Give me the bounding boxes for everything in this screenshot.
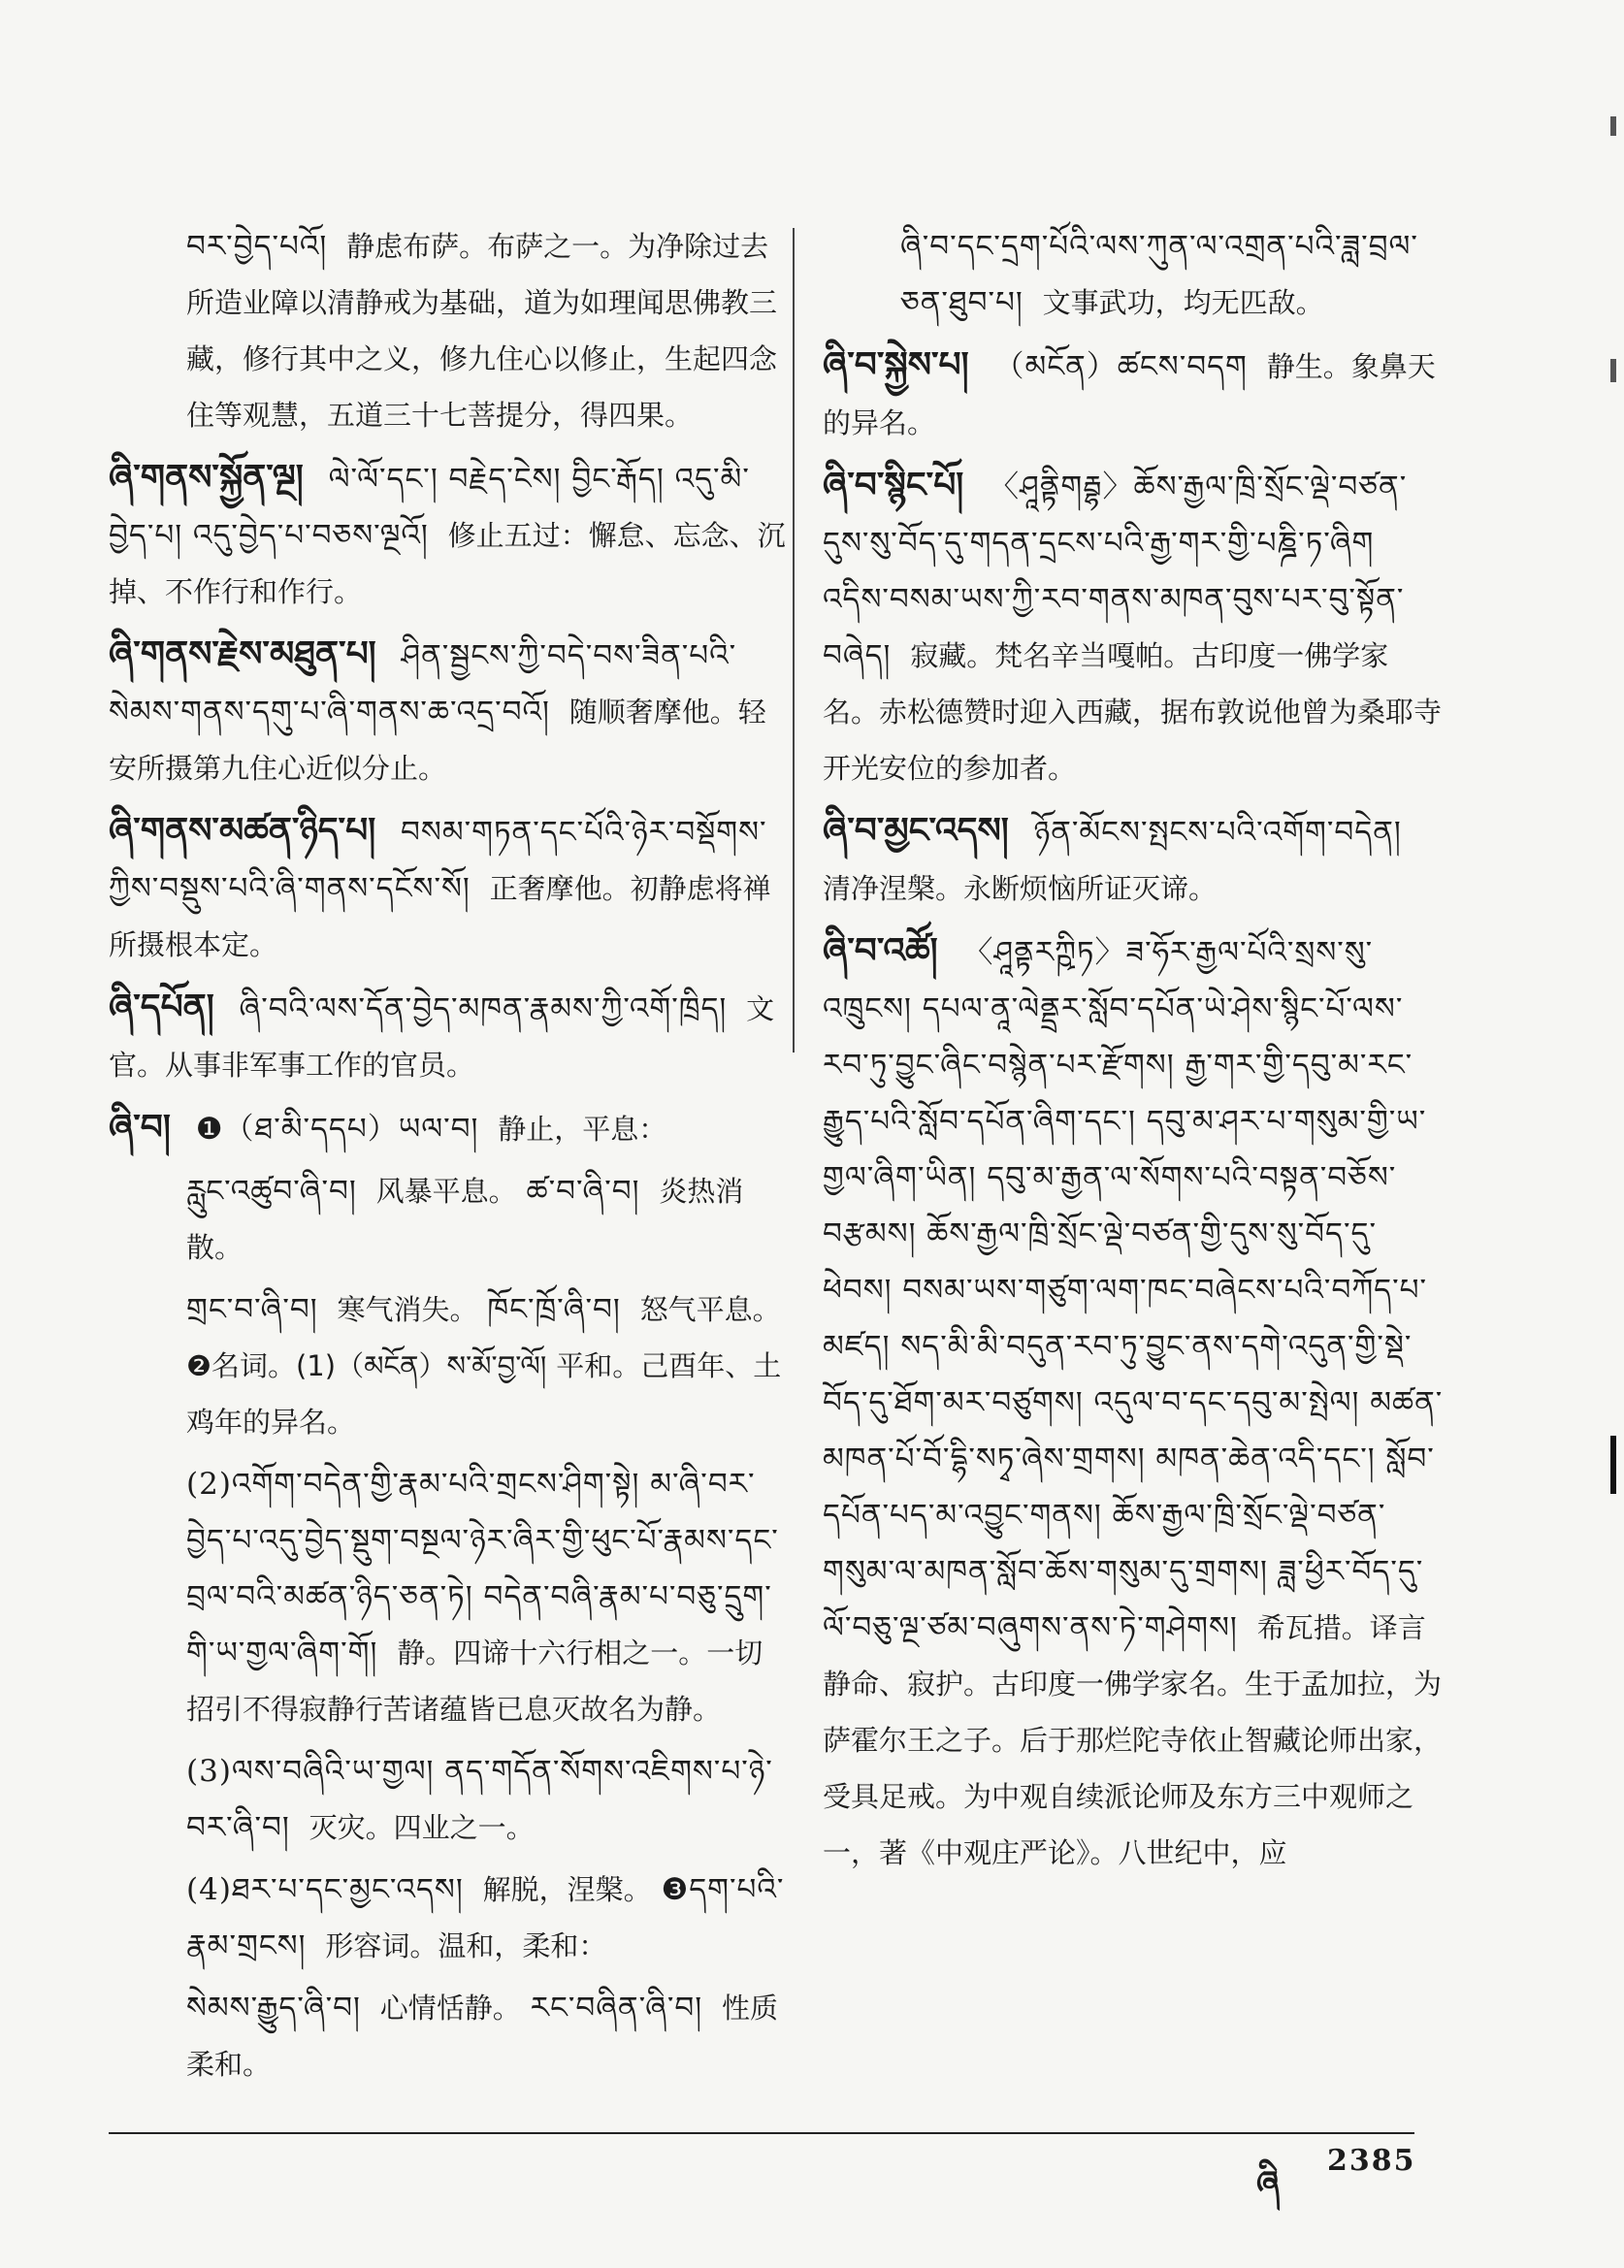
sense-tibetan: ❸དག་པའི་རྣམ་གྲངས། (186, 1872, 785, 1963)
entry-tibetan: ཤིན་སྦྱངས་ཀྱི་བདེ་བས་ཟིན་པའི་སེམས་གནས་དགུ་པ་ཞི་གནས་ཆ་འདྲ་བའོ། (109, 638, 737, 729)
entry (823, 802, 1444, 917)
entry-tibetan: བར་བྱེད་པའོ། (186, 229, 328, 264)
entry-chinese: 静虑布萨。布萨之一。为净除过去所造业障以清静戒为基础，道为如理闻思佛教三藏，修行其中之义，修九住心以修止，生起四念住等观慧，五道三十七菩提分，得四果。 (186, 230, 778, 432)
right-column (823, 218, 1444, 1887)
sense-tibetan: (4)ཐར་པ་དང་མྱང་འདས། (186, 1872, 464, 1907)
entry-headword: ཞི་བ་མྱང་འདས། (823, 810, 1009, 851)
entry-headword: ཞི་གནས་རྗེས་མཐུན་པ། (109, 633, 376, 674)
entry-headword: ཞི་བ་སྐྱེས་པ། (823, 344, 969, 385)
entry-headword: ཞི་བ། (109, 1107, 171, 1148)
entry-chinese: 修止五过：懈怠、忘念、沉掉、不作行和作行。 (109, 519, 786, 608)
page-number: 2385 (1327, 2144, 1416, 2178)
sense-tibetan: རང་བཞིན་ཞི་བ། (530, 1991, 703, 2025)
sense-chinese: 解脱，涅槃。 (482, 1873, 652, 1906)
margin-mark (1610, 116, 1616, 136)
entry (109, 1099, 788, 1157)
sense-tibetan: ཚ་བ་ཞི་བ། (526, 1174, 640, 1209)
entry-sense (109, 1743, 788, 1856)
entry-chinese: 静生。象鼻天的异名。 (823, 350, 1436, 439)
sense-tibetan: (2)འགོག་བདེན་གྱི་རྣམ་པའི་གྲངས་ཤིག་སྟེ། མ་ཞི་བར་བྱེད་པ་འདུ་བྱེད་སྡུག་བསྔལ་ཉེར་ཞིར་གྱི་ཕུང་པོ་རྣམས་དང་བྲལ་བའི་མཚན་ཉིད་ཅན་ཏེ། བདེན་བཞི་རྣམ་པ་བཅུ་དྲུག་གི་ཡ་གྱལ་ཞིག་གོ། (186, 1467, 779, 1670)
entry-headword: ཞི་བ་སྙིང་པོ། (823, 465, 964, 505)
sense-chinese: 性质柔和。 (186, 1992, 779, 2081)
entry-tibetan: བསམ་གཏན་དང་པོའི་ཉེར་བསྡོགས་ཀྱིས་བསྡུས་པའི་ཞི་གནས་དངོས་སོ། (109, 815, 767, 906)
margin-mark (1610, 359, 1616, 382)
column-divider (793, 228, 795, 1053)
sense-chinese: 炎热消散。 (186, 1175, 744, 1264)
entry-chinese: 清净涅槃。永断烦恼所证灭谛。 (823, 872, 1218, 905)
entry-tibetan: ཉོན་མོངས་སྤངས་པའི་འགོག་བདེན། (1033, 815, 1402, 850)
entry-chinese: 随顺奢摩他。轻安所摄第九住心近似分止。 (109, 696, 766, 785)
margin-mark (1610, 1436, 1616, 1494)
entry-sense (109, 1281, 788, 1450)
entry (109, 979, 788, 1093)
entry-headword: ཞི་བ་འཚོ། (823, 930, 938, 971)
sense-chinese: 怒气平息。❷名词。(1)（མངོན）ས་མོ་བྱ་ལོ། (186, 1293, 781, 1382)
entry-chinese: 文官。从事非军事工作的官员。 (109, 992, 775, 1082)
entry-continuation (823, 218, 1444, 331)
sense-tibetan: (3)ལས་བཞིའི་ཡ་གྱལ། ནད་གདོན་སོགས་འཇིགས་པ་ཉེ་བར་ཞི་བ། (186, 1754, 773, 1845)
entry-headword: ཞི་གནས་མཚན་ཉིད་པ། (109, 810, 376, 851)
entry-chinese: 文事武功，均无匹敌。 (1042, 286, 1324, 319)
sense-chinese: 寒气消失。 (337, 1293, 478, 1326)
entry-chinese: 正奢摩他。初静虑将禅所摄根本定。 (109, 872, 771, 961)
footer-rule (109, 2132, 1414, 2134)
entry-headword: ཞི་གནས་སྐྱོན་ལྔ། (109, 457, 304, 498)
entry-sense (109, 1980, 788, 2092)
entry-tibetan: ཞི་བའི་ལས་དོན་བྱེད་མཁན་རྣམས་ཀྱི་འགོ་ཁྲིད། (239, 991, 728, 1026)
entry-tibetan: （མངོན）ཚངས་བདག (993, 349, 1248, 384)
sense-chinese: 静。四谛十六行相之一。一切招引不得寂静行苦诸蕴皆已息灭故名为静。 (186, 1636, 763, 1726)
entry-continuation (109, 218, 788, 443)
entry (823, 923, 1444, 1881)
sense-tibetan: སེམས་རྒྱུད་ཞི་བ། (186, 1991, 361, 2025)
sense-tibetan: གྲང་བ་ཞི་བ། (186, 1292, 318, 1327)
sense-chinese: 灭灾。四业之一。 (309, 1811, 535, 1844)
entry-chinese: 静止，平息： (498, 1113, 667, 1146)
left-column (109, 218, 788, 2098)
entry (823, 337, 1444, 451)
entry-tibetan: ❶（ཐ་མི་དདཔ）ཡལ་བ། (195, 1112, 479, 1147)
entry-chinese: 希瓦措。译言静命、寂护。古印度一佛学家名。生于孟加拉，为萨霍尔王之子。后于那烂陀寺依止智藏论师出家，受具足戒。为中观自续派论师及东方三中观师之一，著《中观庄严论》。八世纪中，应 (823, 1611, 1443, 1869)
sense-chinese: 平和。己酉年、土鸡年的异名。 (186, 1349, 782, 1439)
sense-chinese: 形容词。温和，柔和： (325, 1929, 607, 1962)
entry-sense (109, 1456, 788, 1737)
footer-running-head: ཞི (1256, 2164, 1280, 2203)
entry-tibetan: 〈ཤཱནྟིགརྦྷ〉ཆོས་རྒྱལ་ཁྲི་སྲོང་ལྡེ་བཙན་དུས་སུ་བོད་དུ་གདན་དྲངས་པའི་རྒྱ་གར་གྱི་པཎྜི་ཏ་ཞིག འདིས་བསམ་ཡས་ཀྱི་རབ་གནས་མཁན་བུས་པར་བུ་སྟོན་བཞེད། (823, 470, 1408, 673)
entry (109, 802, 788, 973)
entry-tibetan: ལེ་ལོ་དང་། བརྗེད་ངེས། བྱིང་རྒོད། འདུ་མི་བྱེད་པ། འདུ་བྱེད་པ་བཅས་ལྔའོ། (109, 462, 750, 553)
entry (109, 626, 788, 796)
sense-tibetan: ཁོང་ཁྲོ་ཞི་བ། (487, 1292, 621, 1327)
sense-chinese: 心情恬静。 (379, 1992, 521, 2025)
entry-chinese: 寂藏。梵名辛当嘎帕。古印度一佛学家名。赤松德赞时迎入西藏，据布敦说他曾为桑耶寺开光安位的参加者。 (823, 639, 1443, 785)
entry (823, 457, 1444, 796)
entry-tibetan: 〈ཤཱནྟརཀྵིཏ〉ཟ་ཧོར་རྒྱལ་པོའི་སྲས་སུ་འཁྲུངས། དཔལ་ནཱ་ལེནྡྲར་སློབ་དཔོན་ཡེ་ཤེས་སྙིང་པོ་ལས་རབ་ཏུ་བྱུང་ཞིང་བསྙེན་པར་རྫོགས། རྒྱ་གར་གྱི་དབུ་མ་རང་རྒྱུད་པའི་སློབ་དཔོན་ཞིག་དང་། དབུ་མ་ཤར་པ་གསུམ་གྱི་ཡ་གྱལ་ཞིག་ཡིན། དབུ་མ་རྒྱན་ལ་སོགས་པའི་བསྟན་བཅོས་བརྩམས། ཆོས་རྒྱལ་ཁྲི་སྲོང་ལྡེ་བཙན་གྱི་དུས་སུ་བོད་དུ་ཕེབས། བསམ་ཡས་གཙུག་ལག་ཁང་བཞེངས་པའི་བཀོད་པ་མཛད། སད་མི་མི་བདུན་རབ་ཏུ་བྱུང་ནས་དགེ་འདུན་གྱི་སྡེ་བོད་དུ་ཐོག་མར་བཙུགས། འདུལ་བ་དང་དབུ་མ་སྤེལ། མཚན་མཁན་པོ་བོ་དྷི་སཏྭ་ཞེས་གྲགས། མཁན་ཆེན་འདི་དང་། སློབ་དཔོན་པད་མ་འབྱུང་གནས། ཆོས་རྒྱལ་ཁྲི་སྲོང་ལྡེ་བཙན་གསུམ་ལ་མཁན་སློབ་ཆོས་གསུམ་དུ་གྲགས། ཟླ་ཕྱིར་བོད་དུ་ལོ་བཅུ་ལྔ་ཙམ་བཞུགས་ནས་ཏེ་གཤེགས། (823, 935, 1444, 1645)
entry-sense (109, 1163, 788, 1276)
entry-tibetan: ཞི་བ་དང་དྲག་པོའི་ལས་ཀུན་ལ་འགྲན་པའི་ཟླ་བྲལ་ཅན་ཐུབ་པ། (900, 229, 1418, 320)
entry-sense (109, 1862, 788, 1974)
sense-chinese: 风暴平息。 (375, 1175, 517, 1208)
entry (109, 449, 788, 620)
entry-headword: ཞི་དཔོན། (109, 987, 214, 1027)
sense-tibetan: རླུང་འཚུབ་ཞི་བ། (186, 1174, 357, 1209)
